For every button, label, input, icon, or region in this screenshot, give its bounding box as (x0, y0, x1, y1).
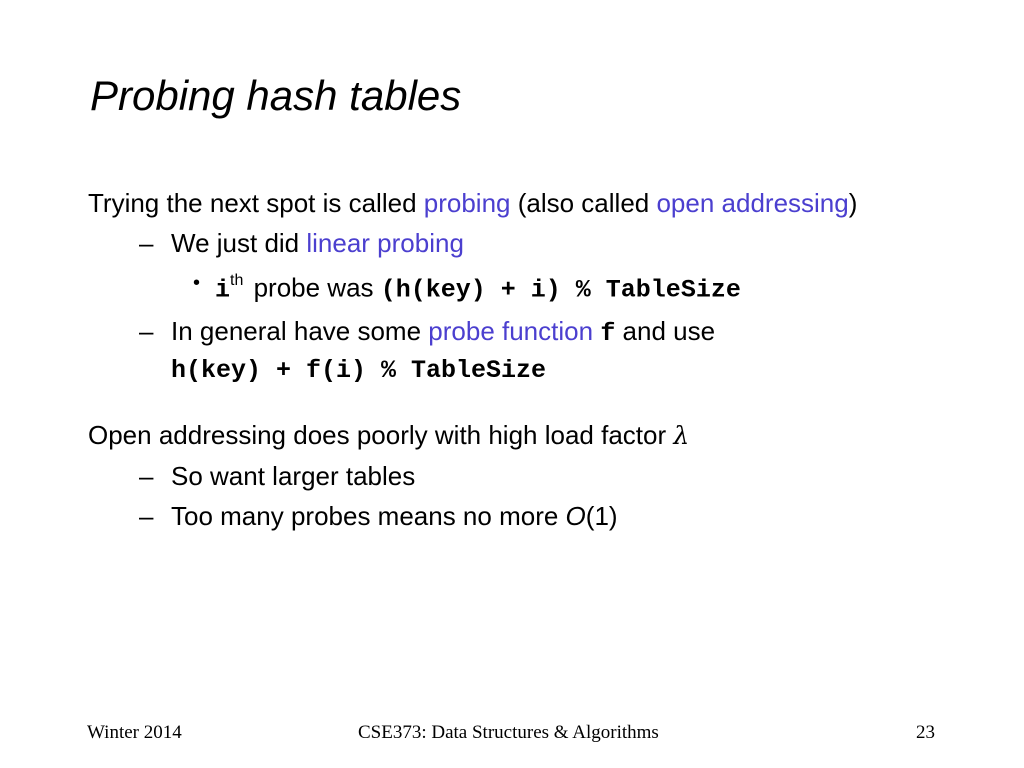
sub-bullet-too-many-probes (88, 496, 988, 536)
slide-title: Probing hash tables (90, 72, 462, 119)
slide-body (88, 183, 988, 536)
dash-marker: – (139, 315, 154, 346)
superscript-th: th (230, 272, 244, 289)
text: In general have some (171, 315, 429, 346)
code-formula: h(key) + f(i) % TableSize (171, 355, 547, 385)
dash-marker: – (139, 460, 154, 491)
sub-bullet-linear-probing (88, 223, 988, 263)
dash-marker: – (139, 228, 154, 258)
sub-bullet-larger-tables (88, 456, 988, 496)
term-probing: probing (423, 188, 511, 218)
text: (1) (585, 500, 618, 531)
term-probe-function: probe function (428, 315, 594, 346)
bullet-load-factor (88, 415, 988, 456)
text: and use (615, 315, 716, 346)
footer-page-number: 23 (916, 722, 935, 743)
code-f: f (600, 318, 616, 348)
code-linear-probe-formula: (h(key) + i) % TableSize (380, 275, 741, 305)
text: We just did (171, 228, 307, 258)
code-general-probe-formula (88, 348, 988, 391)
sub-sub-bullet-ith-probe (88, 263, 988, 311)
code-i: i (215, 275, 231, 305)
dash-marker: – (139, 500, 154, 531)
text: Too many probes means no more (171, 500, 566, 531)
text: Open addressing does poorly with high load factor (88, 419, 674, 450)
text: (also called (510, 188, 657, 218)
footer-course: CSE373: Data Structures & Algorithms (358, 722, 659, 743)
bullet-probing (88, 183, 988, 223)
term-linear-probing: linear probing (306, 228, 464, 258)
footer-term: Winter 2014 (87, 722, 182, 743)
text: probe was (246, 272, 381, 303)
sub-bullet-probe-function (88, 311, 988, 354)
text: ) (848, 188, 858, 218)
text: So want larger tables (171, 460, 416, 491)
text: Trying the next spot is called (88, 188, 424, 218)
lambda-symbol: λ (673, 420, 690, 450)
spacer (88, 391, 988, 415)
bullet-marker: • (193, 272, 201, 294)
term-open-addressing: open addressing (656, 188, 849, 218)
big-o: O (565, 500, 586, 531)
